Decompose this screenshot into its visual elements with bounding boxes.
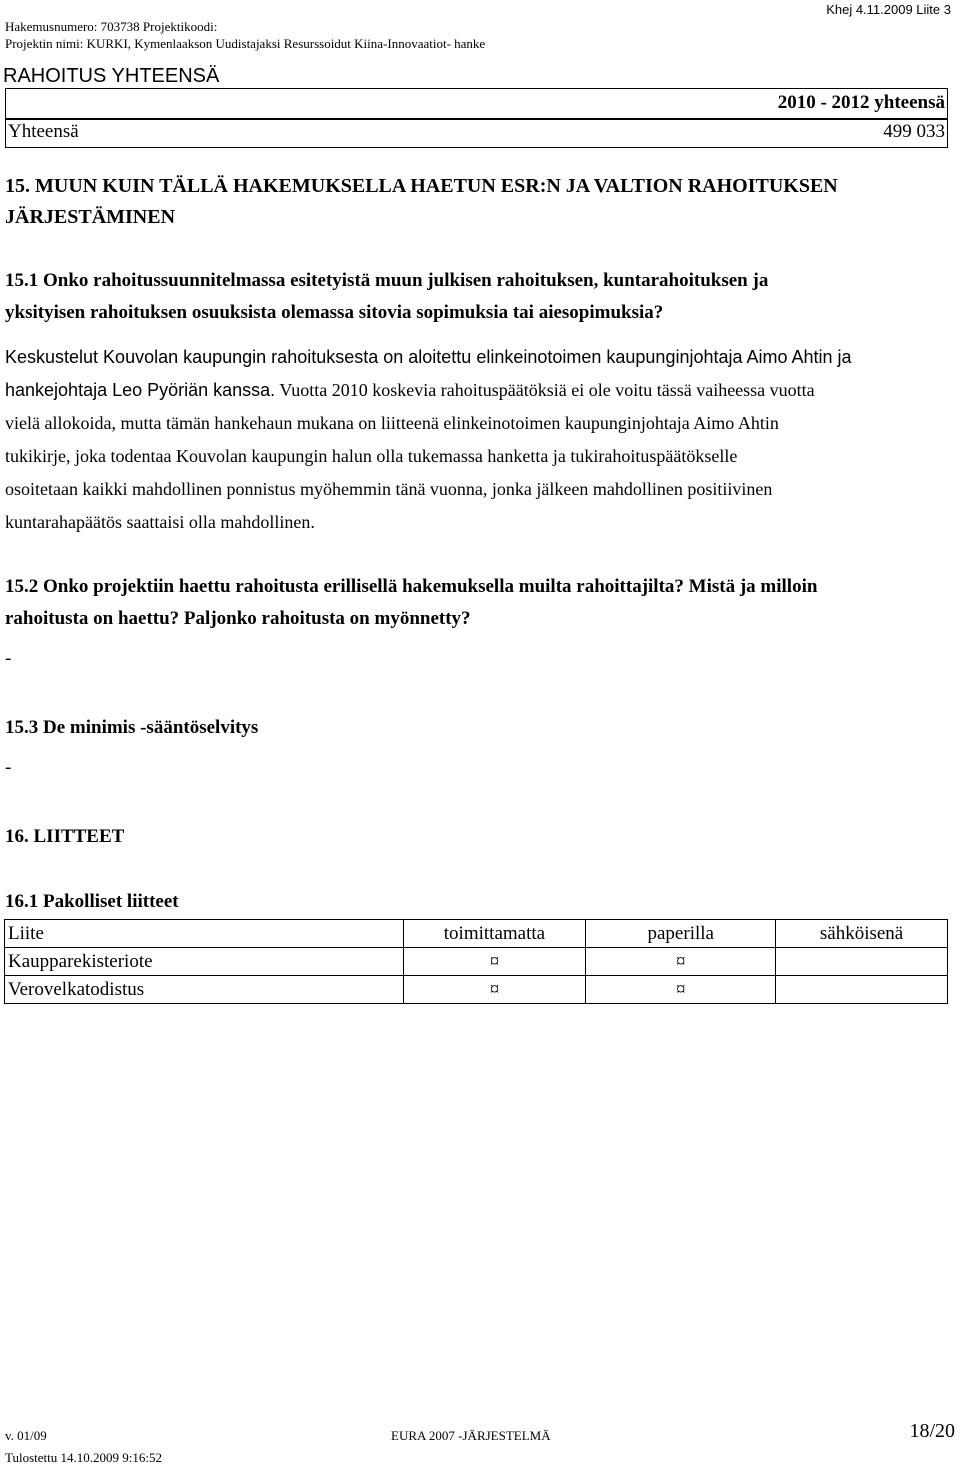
attachment-status-mark bbox=[776, 976, 948, 1004]
answer-15-1-line-1: Keskustelut Kouvolan kaupungin rahoituksesta on aloitettu elinkeinotoimen kaupunginjohtaja Aimo Ahtin ja bbox=[5, 347, 852, 367]
attachment-status-mark: ¤ bbox=[586, 976, 776, 1004]
question-15-1-line-2: yksityisen rahoituksen osuuksista olemassa sitovia sopimuksia tai aiesopimuksia? bbox=[5, 302, 664, 323]
attachments-table bbox=[4, 919, 948, 1004]
header-line-2: Projektin nimi: KURKI, Kymenlaakson Uudistajaksi Resurssoidut Kiina-Innovaatiot- hanke bbox=[5, 36, 486, 51]
column-header-toimittamatta: toimittamatta bbox=[403, 920, 586, 948]
column-header-sahkoisena: sähköisenä bbox=[776, 920, 948, 948]
answer-15-1-line-2 bbox=[5, 374, 815, 407]
column-header-paperilla: paperilla bbox=[586, 920, 776, 948]
answer-15-1-line-3: vielä allokoida, mutta tämän hankehaun mukana on liitteenä elinkeinotoimen kaupunginjohtaja Aimo Ahtin bbox=[5, 413, 779, 433]
funding-total-row-value: 499 033 bbox=[883, 121, 945, 142]
answer-15-1-line-2-part-2: Vuotta 2010 koskevia rahoituspäätöksiä ei ole voitu tässä vaiheessa vuotta bbox=[279, 380, 815, 400]
question-15-2-line-2: rahoitusta on haettu? Paljonko rahoitusta on myönnetty? bbox=[5, 608, 471, 629]
attachment-status-mark: ¤ bbox=[403, 948, 586, 976]
answer-15-1-line-4: tukikirje, joka todentaa Kouvolan kaupungin halun olla tukemassa hanketta ja tukirahoituspäätökselle bbox=[5, 446, 738, 466]
attachment-name: Verovelkatodistus bbox=[5, 976, 404, 1004]
answer-15-1-line-2-part-1: hankejohtaja Leo Pyöriän kanssa. bbox=[5, 380, 276, 400]
answer-15-2: - bbox=[5, 648, 12, 669]
section-15-title-line-1: 15. MUUN KUIN TÄLLÄ HAKEMUKSELLA HAETUN ESR:N JA VALTION RAHOITUKSEN bbox=[5, 175, 838, 197]
answer-15-1-line-5: osoitetaan kaikki mahdollinen ponnistus myöhemmin tänä vuonna, jonka jälkeen mahdollinen positiivinen bbox=[5, 479, 773, 499]
attachment-status-mark: ¤ bbox=[403, 976, 586, 1004]
header-line-1: Hakemusnumero: 703738 Projektikoodi: bbox=[5, 19, 218, 34]
table-row bbox=[5, 976, 948, 1004]
funding-total-row-label: Yhteensä bbox=[8, 121, 79, 142]
question-15-1-line-1: 15.1 Onko rahoitussuunnitelmassa esitetyistä muun julkisen rahoituksen, kuntarahoituksen ja bbox=[5, 270, 769, 291]
section-16-1-subtitle: 16.1 Pakolliset liitteet bbox=[5, 891, 179, 912]
attachment-status-mark: ¤ bbox=[586, 948, 776, 976]
column-header-liite: Liite bbox=[5, 920, 404, 948]
answer-15-1-line-6: kuntarahapäätös saattaisi olla mahdollinen. bbox=[5, 512, 315, 532]
attachments-header-row bbox=[5, 920, 948, 948]
section-15-title-line-2: JÄRJESTÄMINEN bbox=[5, 206, 176, 228]
footer-page-number: 18/20 bbox=[909, 1420, 955, 1442]
footer-printed: Tulostettu 14.10.2009 9:16:52 bbox=[5, 1450, 162, 1465]
funding-total-column-header: 2010 - 2012 yhteensä bbox=[777, 92, 945, 113]
attachment-status-mark bbox=[776, 948, 948, 976]
table-row bbox=[5, 948, 948, 976]
attachment-name: Kaupparekisteriote bbox=[5, 948, 404, 976]
question-15-3: 15.3 De minimis -sääntöselvitys bbox=[5, 717, 259, 738]
footer-version: v. 01/09 bbox=[5, 1428, 47, 1443]
funding-total-table bbox=[5, 88, 948, 148]
answer-15-3: - bbox=[5, 757, 12, 778]
section-16-title: 16. LIITTEET bbox=[5, 826, 125, 847]
funding-total-title: RAHOITUS YHTEENSÄ bbox=[3, 65, 220, 87]
footer-system: EURA 2007 -JÄRJESTELMÄ bbox=[391, 1428, 551, 1443]
header-right: Khej 4.11.2009 Liite 3 bbox=[826, 2, 951, 17]
question-15-2-line-1: 15.2 Onko projektiin haettu rahoitusta erillisellä hakemuksella muilta rahoittajilta? Mistä ja milloin bbox=[5, 576, 818, 597]
